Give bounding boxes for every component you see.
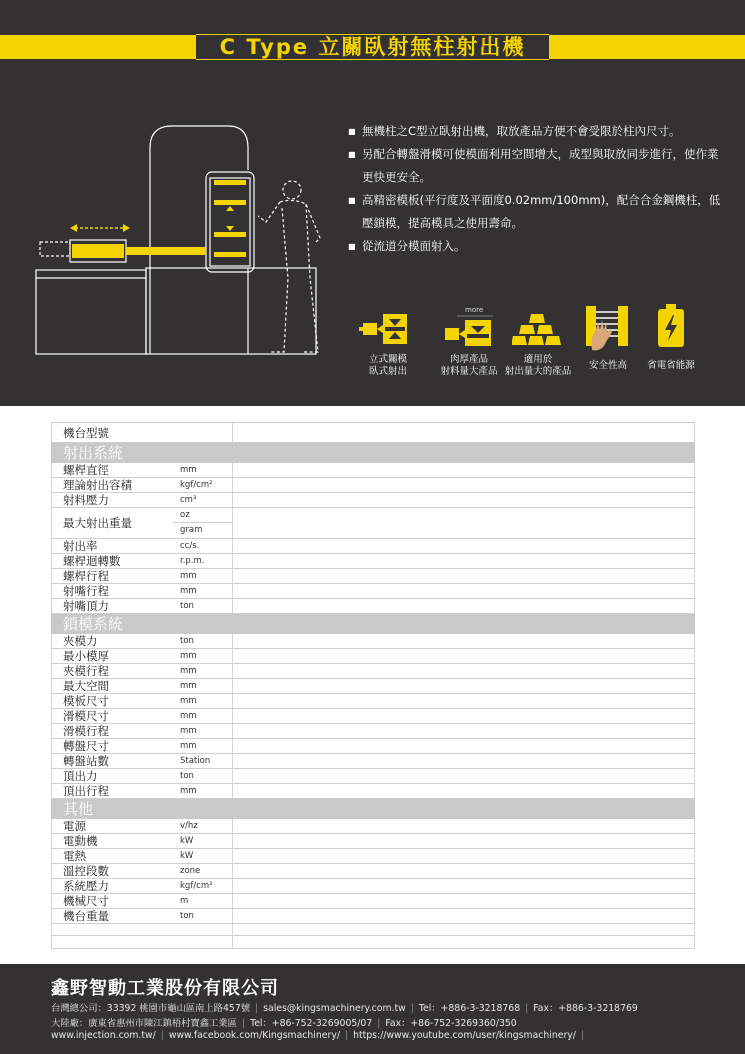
- safety-hand-light-curtain-icon: [584, 302, 632, 354]
- square-bullet-icon: ■: [348, 127, 356, 136]
- table-row: 轉盤尺寸 mm: [51, 739, 695, 754]
- gold-bars-stack-icon: [512, 312, 562, 346]
- hero-banner: [0, 0, 745, 406]
- table-row: 機台重量 ton: [51, 909, 695, 924]
- table-row: 射出率 cc/s.: [51, 539, 695, 554]
- hq-fax: Fax：+886-3-3218769: [533, 1003, 638, 1014]
- footer-web-line: www.injection.com.tw/ | www.facebook.com/Kingsmachinery/ | https://www.youtube.com/user/kingsmachinery/ |: [51, 1030, 585, 1041]
- table-row-empty: [51, 936, 695, 949]
- feature-item: ■ 高精密模板(平行度及平面度0.02mm/100mm)，配合合金鋼機柱，低壓鎖模，提高模具之使用壽命。: [348, 189, 728, 235]
- footer: [0, 964, 745, 1054]
- table-row: 轉盤站數 Station: [51, 754, 695, 769]
- section-header-clamping: 鎖模系統: [51, 614, 695, 634]
- vertical-clamp-horizontal-inject-icon: [359, 312, 409, 346]
- table-row: 電熱 kW: [51, 849, 695, 864]
- website-link[interactable]: www.injection.com.tw/: [51, 1030, 156, 1041]
- cn-fax: Fax：+86-752-3269360/350: [385, 1018, 517, 1029]
- table-row: 系統壓力 kgf/cm²: [51, 879, 695, 894]
- table-row: 夾模力 ton: [51, 634, 695, 649]
- table-row: 螺桿行程 mm: [51, 569, 695, 584]
- section-header-other: 其他: [51, 799, 695, 819]
- feature-item: ■ 另配合轉盤滑模可使模面利用空間增大，成型與取放同步進行，使作業更快更安全。: [348, 143, 728, 189]
- table-row: 滑模行程 mm: [51, 724, 695, 739]
- footer-hq-line: 台灣總公司：33392 桃園市龜山區南上路457號 | sales@kingsmachinery.com.tw | Tel：+886-3-3218768 | Fax：+886-3-3218769: [51, 1003, 638, 1014]
- table-row: 頂出力 ton: [51, 769, 695, 784]
- section-header-injection: 射出系統: [51, 443, 695, 463]
- title-accent-bar-left: [0, 35, 196, 59]
- square-bullet-icon: ■: [348, 196, 356, 205]
- table-row: 射嘴頂力 ton: [51, 599, 695, 614]
- table-row: 螺桿直徑 mm: [51, 463, 695, 478]
- cn-tel: Tel：+86-752-3269005/07: [250, 1018, 373, 1029]
- table-row: 電源 v/hz: [51, 819, 695, 834]
- hq-email-link[interactable]: sales@kingsmachinery.com.tw: [263, 1003, 406, 1014]
- page-title: C Type 立關臥射無柱射出機: [219, 35, 526, 59]
- machine-illustration: [30, 118, 330, 363]
- youtube-link[interactable]: https://www.youtube.com/user/kingsmachinery/: [353, 1030, 576, 1041]
- facebook-link[interactable]: www.facebook.com/Kingsmachinery/: [168, 1030, 340, 1041]
- table-row: 最大空間 mm: [51, 679, 695, 694]
- company-name: 鑫野智動工業股份有限公司: [51, 978, 279, 999]
- table-row: 模板尺寸 mm: [51, 694, 695, 709]
- feature-icon-row: 立式關模 臥式射出 more 肉厚產品 射料量大產品 適用於 射出量大的產品 安全性高 省電省能源: [353, 300, 713, 390]
- spec-table: [51, 422, 695, 949]
- cn-address: 大陸廠：廣東省惠州市陳江鎮梧村寶鑫工業區: [51, 1018, 237, 1029]
- table-row-empty: [51, 924, 695, 936]
- feature-list: [348, 120, 728, 258]
- model-value-cell: [233, 423, 695, 442]
- square-bullet-icon: ■: [348, 242, 356, 251]
- square-bullet-icon: ■: [348, 150, 356, 159]
- title-accent-bar-right: [549, 35, 745, 59]
- table-row: 溫控段數 zone: [51, 864, 695, 879]
- table-row-model: 機台型號: [51, 423, 695, 443]
- feature-item: ■ 無機柱之C型立臥射出機，取放產品方便不會受限於柱內尺寸。: [348, 120, 728, 143]
- table-row: 最小模厚 mm: [51, 649, 695, 664]
- table-row: 頂出行程 mm: [51, 784, 695, 799]
- hq-tel: Tel：+886-3-3218768: [418, 1003, 521, 1014]
- footer-cn-line: 大陸廠：廣東省惠州市陳江鎮梧村寶鑫工業區 | Tel：+86-752-3269005/07 | Fax：+86-752-3269360/350: [51, 1018, 517, 1029]
- battery-energy-icon: [656, 304, 686, 348]
- table-row: 射料壓力 cm³: [51, 493, 695, 508]
- table-row: 滑模尺寸 mm: [51, 709, 695, 724]
- feature-item: ■ 從流道分模面射入。: [348, 235, 728, 258]
- table-row: 夾模行程 mm: [51, 664, 695, 679]
- table-row: 理論射出容積 kgf/cm²: [51, 478, 695, 493]
- table-row: 射嘴行程 mm: [51, 584, 695, 599]
- table-row: 最大射出重量 oz gram: [51, 508, 695, 539]
- hq-address: 台灣總公司：33392 桃園市龜山區南上路457號: [51, 1003, 251, 1014]
- table-row: 電動機 kW: [51, 834, 695, 849]
- table-row: 螺桿迴轉數 r.p.m.: [51, 554, 695, 569]
- table-row: 機械尺寸 m: [51, 894, 695, 909]
